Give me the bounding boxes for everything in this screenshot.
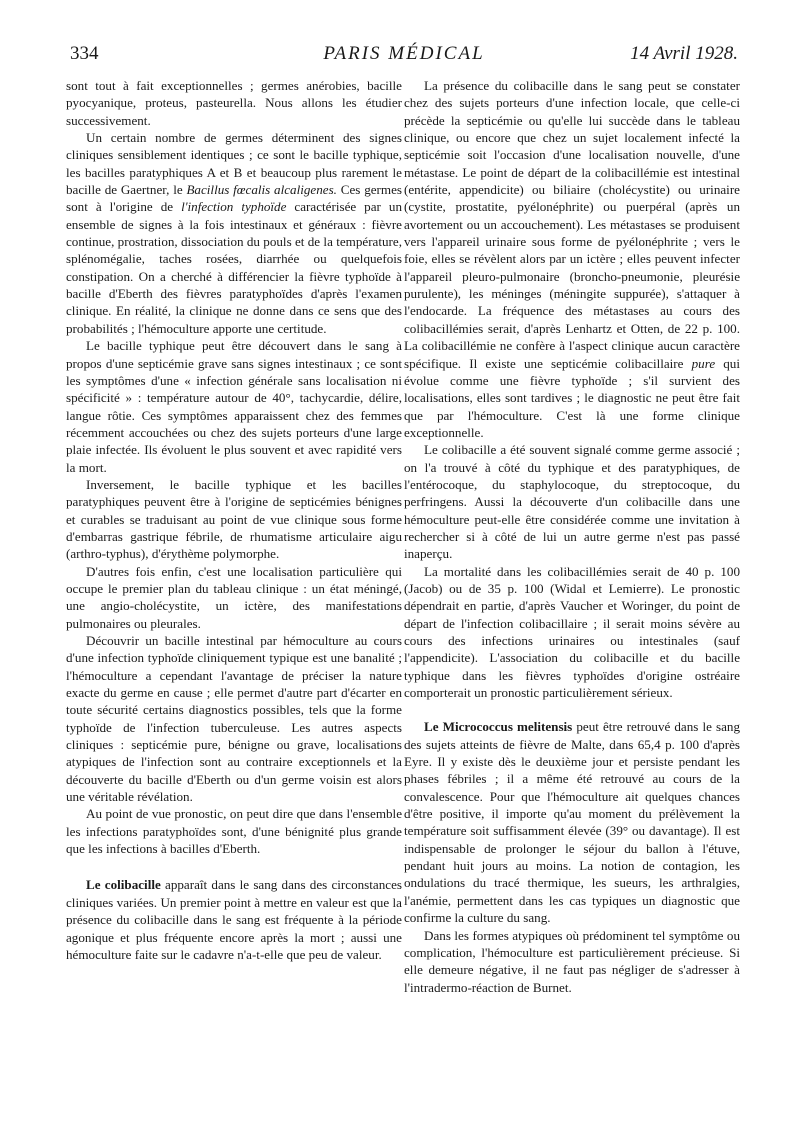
text-run: caractérisée par un ensemble de signes à la fois intestinaux et généraux : fièvre continue, prostration, dissociation du pouls et de la température, splénomégalie, taches rosées, diarrhée ou quelquefois constipation. On a cherché à différencier la fièvre typhoïde à bacille d'Eberth des fièvres paratyphoïdes d'après l'examen clinique. En réalité, la clinique ne donne dans ce sens que des probabilités ; l'hémoculture apporte une certitude. (66, 199, 402, 336)
paragraph (66, 129, 402, 337)
running-title: PARIS MÉDICAL (323, 43, 485, 64)
issue-date: 14 Avril 1928. (630, 43, 738, 64)
page-number: 334 (70, 43, 99, 64)
right-column (404, 77, 740, 996)
paragraph: La mortalité dans les colibacillémies serait de 40 p. 100 (Jacob) ou de 35 p. 100 (Widal et Lemierre). Le pronostic dépendrait en partie, d'après Vaucher et Woringer, du point de départ de l'infection colibacillaire ; il serait moins sévère au cours des infections urinaires ou intestinales (sauf l'appendicite). L'association du colibacille et du bacille typhique dans les fièvres typhoïdes d'origine ostréaire comporterait un pronostic particulièrement sérieux. (404, 563, 740, 701)
paragraph: sont tout à fait exceptionnelles ; germes anérobies, bacille pyocyanique, proteus, pasteurella. Nous allons les étudier successivement. (66, 78, 402, 128)
page-header (70, 40, 738, 68)
text-run: peut être retrouvé dans le sang des sujets atteints de fièvre de Malte, dans 65,4 p. 100 d'après Eyre. Il y existe dès le deuxième jour et persiste pendant les phases fébriles ; il a même été retrouvé au cours de la convalescence. Pour que l'hémoculture ait quelques chances d'être positive, il importe qu'au moment du prélèvement la température soit suffisamment élevée (39° ou davantage). Il est indispensable de prolonger le séjour du ballon à l'étuve, pendant huit jours au moins. La notion de contagion, les ondulations du tracé thermique, les sueurs, les arthralgies, l'anémie, permettent dans les cas typiques un diagnostic que confirme la culture du sang. (404, 719, 740, 926)
italic-run: l'infection typhoïde (181, 199, 287, 215)
section-lead: Le Micrococcus melitensis (424, 719, 573, 735)
text-run: apparaît dans le sang dans des circonstances cliniques variées. Un premier point à mettre en valeur est que la présence du colibacille dans le sang est fréquente à la période agonique et plus fréquente encore après la mort ; aussi une hémoculture faite sur le cadavre n'a-t-elle que peu de valeur. (66, 877, 402, 962)
paragraph: Le bacille typhique peut être découvert dans le sang à propos d'une septicémie grave sans signes intestinaux ; ce sont les symptômes d'une « infection générale sans localisation ni spécificité » : température autour de 40°, tachycardie, délire, langue rôtie. Ces symptômes apparaissent chez des femmes récemment accouchées ou chez des sujets porteurs d'une large plaie infectée. Ils évoluent le plus souvent et avec rapidité vers la mort. (66, 338, 402, 475)
left-column (66, 77, 402, 963)
paragraph (404, 718, 740, 926)
text-run: Un certain nombre de germes déterminent des signes cliniques sensiblement identiques ; ce sont le bacille typhique, les bacilles paratyphiques A et B et beaucoup plus rarement le bacille de Gaertner, le (66, 130, 402, 198)
paragraph: Dans les formes atypiques où prédominent tel symptôme ou complication, l'hémoculture est particulièrement précieuse. Si elle demeure négative, il ne faut pas négliger de s'adresser à l'intradermo-réaction de Burnet. (404, 927, 740, 995)
paragraph: Le colibacille a été souvent signalé comme germe associé ; on l'a trouvé à côté du typhique et des paratyphiques, de l'entérocoque, du staphylocoque, du streptocoque, du perfringens. Aussi la découverte d'un colibacille dans une hémoculture peut-elle être considérée comme une invitation à rechercher si à côté de lui un autre germe n'est pas passé inaperçu. (404, 442, 740, 562)
section-lead: Le colibacille (86, 877, 161, 893)
paragraph: Découvrir un bacille intestinal par hémoculture au cours d'une infection typhoïde cliniquement typique est une banalité ; l'hémoculture a cependant l'avantage de préciser la nature exacte du germe en cause ; elle permet d'autre part d'écarter en toute sécurité certains diagnostics possibles, tels que la forme typhoïde de l'infection tuberculeuse. Les autres aspects cliniques : septicémie pure, bénigne ou grave, localisations atypiques de l'infection sont au contraire exceptionnels et la découverte du bacille d'Eberth ou d'un germe voisin est alors une véritable révélation. (66, 633, 402, 805)
italic-run: pure (691, 355, 716, 371)
paragraph: Au point de vue pronostic, on peut dire que dans l'ensemble les infections paratyphoïdes sont, d'une bénignité plus grande que les infections à bacilles d'Eberth. (66, 806, 402, 857)
paragraph (66, 876, 402, 963)
paragraph: Inversement, le bacille typhique et les bacilles paratyphiques peuvent être à l'origine de septicémies bénignes et curables se traduisant au point de vue clinique sous forme d'embarras gastrique fébrile, de rhumatisme articulaire aigu (arthro-typhus), d'érythème polymorphe. (66, 476, 402, 562)
text-run: La présence du colibacille dans le sang peut se constater chez des sujets porteurs d'une infection locale, que celle-ci précède la septicémie ou qu'elle lui succède dans le tableau clinique, ou encore que chez un sujet localement infecté la septicémie soit l'occasion d'une localisation nouvelle, d'une métastase. Le point de départ de la colibacillémie est intestinal (entérite, appendicite) ou biliaire (cholécystite) ou urinaire (cystite, prostatite, pyélonéphrite) ou puerpéral (après un avortement ou un accouchement). Les métastases se produisent vers l'appareil urinaire sous forme de pyélonéphrite ; vers le foie, elles se révèlent alors par un ictère ; elles peuvent infecter l'appareil pleuro-pulmonaire (broncho-pneumonie, pleurésie purulente), les méninges (méningite suppurée), s'attaquer à l'endocarde. La fréquence des métastases au cours des colibacillémies serait, d'après Lenhartz et Otten, de 22 p. 100. La colibacillémie ne confère à l'aspect clinique aucun caractère spécifique. Il existe une septicémie colibacillaire (404, 78, 740, 371)
paragraph (404, 77, 740, 441)
text-run: qui évolue comme une fièvre typhoïde ; s'il survient des localisations, elles sont tardives ; le diagnostic ne peut être fait que par l'hémoculture. C'est là une forme clinique exceptionnelle. (404, 355, 740, 440)
text-run: Ces germes sont à l'origine de (66, 182, 402, 215)
italic-run: Bacillus fœcalis alcaligenes. (186, 182, 337, 198)
paragraph: D'autres fois enfin, c'est une localisation particulière qui occupe le premier plan du tableau clinique : un état méningé, une angio-cholécystite, un ictère, des manifestations pulmonaires ou pleurales. (66, 563, 402, 631)
